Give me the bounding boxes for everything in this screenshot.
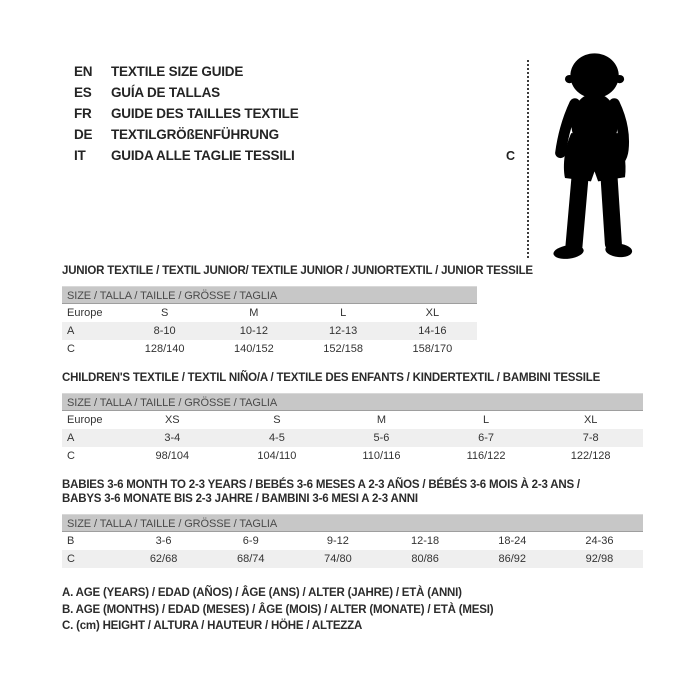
table-cell: 68/74 — [236, 553, 265, 565]
table-row — [62, 340, 477, 358]
baby-figure-area — [500, 48, 675, 270]
section-title-line: BABIES 3-6 MONTH TO 2-3 YEARS / BEBÉS 3-6 MESES A 2-3 AÑOS / BÉBÉS 3-6 MOIS À 2-3 ANS / — [62, 479, 580, 491]
row-label: Europe — [67, 414, 103, 426]
table-cell: XS — [164, 414, 180, 426]
note-line: A. AGE (YEARS) / EDAD (AÑOS) / ÂGE (ANS) / ALTER (JAHRE) / ETÀ (ANNI) — [62, 587, 462, 599]
size-table — [62, 514, 643, 568]
language-label: GUIDE DES TAILLES TEXTILE — [111, 106, 299, 121]
table-cell: XL — [425, 307, 440, 319]
note-line: B. AGE (MONTHS) / EDAD (MESES) / ÂGE (MOIS) / ALTER (MONATE) / ETÀ (MESI) — [62, 603, 494, 616]
section-title-line: JUNIOR TEXTILE / TEXTIL JUNIOR/ TEXTILE JUNIOR / JUNIORTEXTIL / JUNIOR TESSILE — [62, 265, 533, 277]
table-cell: 86/92 — [498, 553, 527, 565]
table-cell: 14-16 — [418, 325, 447, 337]
language-code: IT — [74, 148, 86, 163]
legend-notes — [62, 585, 643, 635]
table-cell: 6-9 — [242, 535, 259, 547]
table-cell: 8-10 — [153, 325, 176, 337]
table-cell: 92/98 — [585, 553, 614, 565]
table-cell: 158/170 — [412, 343, 453, 355]
table-cell: L — [340, 307, 347, 319]
baby-silhouette-icon — [539, 50, 651, 262]
section-title — [62, 264, 643, 278]
table-cell: 62/68 — [149, 553, 178, 565]
table-cell: S — [273, 414, 281, 426]
table-cell: 98/104 — [155, 450, 190, 462]
note-line: C. (cm) HEIGHT / ALTURA / HAUTEUR / HÖHE / ALTEZZA — [62, 620, 363, 632]
table-cell: 104/110 — [257, 450, 297, 462]
table-cell: 122/128 — [570, 450, 611, 462]
table-cell: 74/80 — [324, 553, 352, 565]
table-cell: 3-4 — [164, 432, 181, 444]
language-label: GUIDA ALLE TAGLIE TESSILI — [111, 148, 295, 163]
table-row — [62, 429, 643, 447]
table-cell: 116/122 — [466, 450, 506, 462]
table-row — [62, 447, 643, 465]
language-code: ES — [74, 85, 92, 100]
table-cell: 10-12 — [239, 325, 268, 337]
language-code: EN — [74, 64, 93, 79]
sections-container — [62, 264, 643, 568]
table-header-bar: SIZE / TALLA / TAILLE / GRÖSSE / TAGLIA — [62, 286, 477, 304]
size-table — [62, 286, 477, 358]
table-cell: 12-13 — [329, 325, 358, 337]
language-code: DE — [74, 127, 93, 142]
row-label: Europe — [67, 307, 103, 319]
table-cell: 80/86 — [411, 553, 439, 565]
table-cell: 110/116 — [362, 450, 401, 462]
language-label: TEXTILGRÖßENFÜHRUNG — [111, 127, 279, 142]
table-cell: 140/152 — [233, 343, 274, 355]
table-cell: 5-6 — [373, 432, 390, 444]
table-header-bar: SIZE / TALLA / TAILLE / GRÖSSE / TAGLIA — [62, 393, 643, 411]
section-title — [62, 371, 643, 385]
table-cell: S — [160, 307, 169, 319]
table-row — [62, 411, 643, 429]
size-section — [62, 264, 643, 358]
table-cell: L — [483, 414, 490, 426]
row-label: B — [67, 535, 75, 547]
table-cell: 7-8 — [582, 432, 599, 444]
table-cell: 18-24 — [498, 535, 527, 547]
language-label: TEXTILE SIZE GUIDE — [111, 64, 244, 79]
table-cell: 3-6 — [155, 535, 172, 547]
language-row — [74, 82, 299, 103]
table-cell: 128/140 — [144, 343, 185, 355]
language-label: GUÍA DE TALLAS — [111, 85, 220, 100]
table-cell: 12-18 — [411, 535, 440, 547]
section-title-line: BABYS 3-6 MONATE BIS 2-3 JAHRE / BAMBINI 3-6 MESI A 2-3 ANNI — [62, 493, 418, 505]
size-section — [62, 478, 643, 568]
table-row — [62, 304, 477, 322]
language-code: FR — [74, 106, 92, 121]
language-row — [74, 124, 299, 145]
language-row — [74, 103, 299, 124]
height-measure-label: C — [506, 149, 516, 163]
row-label: C — [67, 343, 75, 355]
table-row — [62, 322, 477, 340]
table-cell: M — [249, 307, 259, 319]
row-label: A — [67, 325, 75, 337]
table-cell: 4-5 — [268, 432, 285, 444]
row-label: C — [67, 553, 75, 565]
table-cell: M — [376, 414, 387, 426]
table-row — [62, 550, 643, 568]
table-cell: 9-12 — [326, 535, 349, 547]
row-label: C — [67, 450, 75, 462]
row-label: A — [67, 432, 75, 444]
language-row — [74, 61, 299, 82]
section-title-line: CHILDREN'S TEXTILE / TEXTIL NIÑO/A / TEXTILE DES ENFANTS / KINDERTEXTIL / BAMBINI TESSILE — [62, 372, 601, 384]
table-cell: 152/158 — [323, 343, 363, 355]
size-section — [62, 371, 643, 465]
section-title — [62, 478, 643, 506]
table-cell: 24-36 — [585, 535, 614, 547]
table-cell: XL — [583, 414, 598, 426]
table-header-bar: SIZE / TALLA / TAILLE / GRÖSSE / TAGLIA — [62, 514, 643, 532]
table-row — [62, 532, 643, 550]
size-guide-content — [62, 264, 643, 635]
size-table — [62, 393, 643, 465]
language-row — [74, 145, 299, 166]
table-cell: 6-7 — [478, 432, 495, 444]
height-measure-dotted-line — [527, 60, 529, 258]
language-list — [74, 61, 299, 166]
